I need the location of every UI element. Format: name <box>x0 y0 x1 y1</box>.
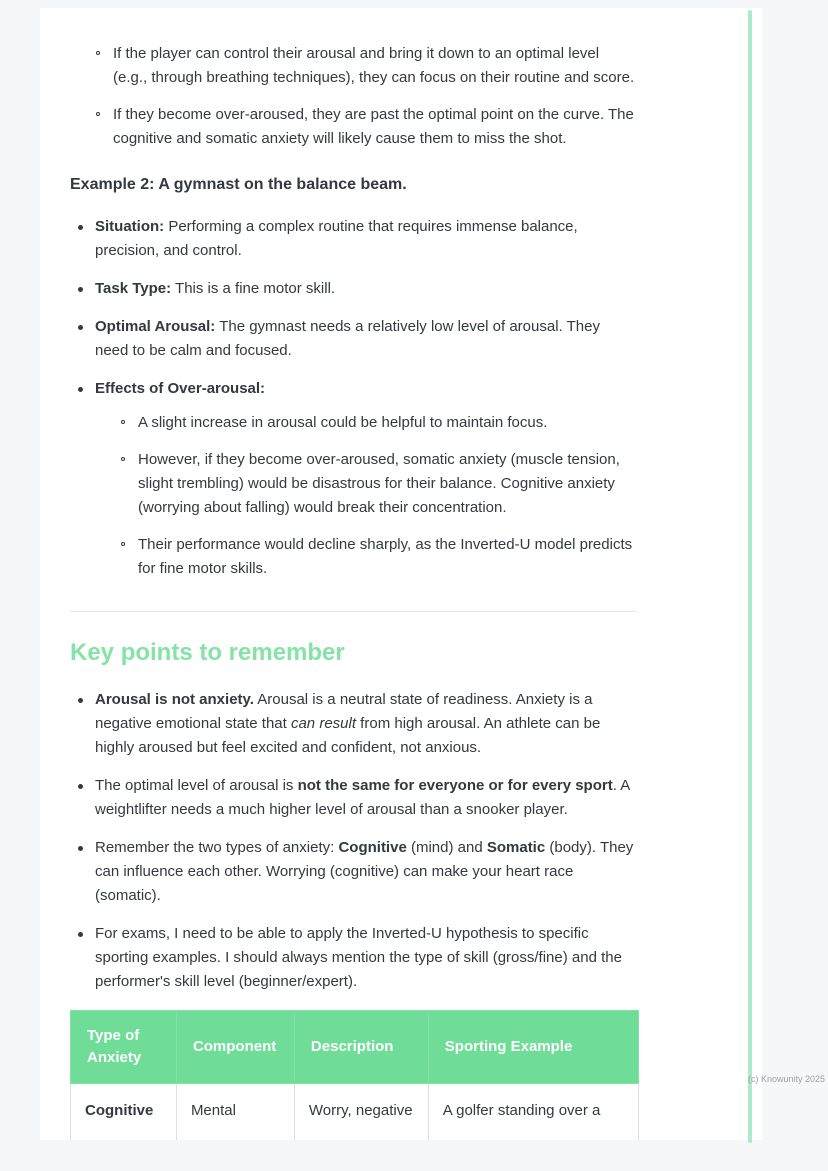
bullet-text: If the player can control their arousal and bring it down to an optimal level (e.g., through breathing techniques), they can focus on their routine and score. <box>113 45 635 86</box>
table-cell: Cognitive <box>71 1084 177 1141</box>
bullet-text <box>95 839 633 904</box>
bullet-text: A slight increase in arousal could be helpful to maintain focus. <box>138 414 548 431</box>
bullet-text: For exams, I need to be able to apply the Inverted-U hypothesis to specific sporting examples. I should always mention the type of skill (gross/fine) and the performer's skill level (beginner/expert). <box>95 925 622 990</box>
sub-list <box>95 411 637 581</box>
bullet-text <box>95 280 335 297</box>
list-item <box>95 448 637 520</box>
circle-bullet-icon <box>121 542 125 546</box>
watermark: (c) Knowunity 2025 <box>747 1074 825 1084</box>
bullet-text <box>95 218 578 259</box>
bullet-text: However, if they become over-aroused, somatic anxiety (muscle tension, slight trembling) would be disastrous for their balance. Cognitive anxiety (worrying about falling) would break their concentration. <box>138 451 620 516</box>
bullet-icon <box>78 387 83 392</box>
bullet-label: Effects of Over-arousal: <box>95 380 266 397</box>
table-cell: Worry, negative <box>294 1084 428 1141</box>
table-cell: A golfer standing over a <box>428 1084 638 1141</box>
section-divider <box>70 611 637 612</box>
bullet-body: (mind) and <box>406 839 487 856</box>
column-header: Component <box>176 1011 294 1084</box>
table-cell: Mental <box>176 1084 294 1141</box>
bold-text: not the same for everyone or for every sport <box>297 777 613 794</box>
bullet-text: If they become over-aroused, they are past the optimal point on the curve. The cognitive and somatic anxiety will likely cause them to miss the shot. <box>113 106 634 147</box>
bullet-body: Performing a complex routine that requires immense balance, precision, and control. <box>95 218 578 259</box>
bullet-text <box>95 691 600 756</box>
list-item <box>95 533 637 581</box>
circle-bullet-icon <box>96 51 100 55</box>
bullet-icon <box>78 325 83 330</box>
list-item <box>70 103 637 151</box>
bullet-label: Optimal Arousal: <box>95 318 216 335</box>
list-item <box>70 774 637 822</box>
circle-bullet-icon <box>121 457 125 461</box>
column-header: Type of Anxiety <box>71 1011 177 1084</box>
circle-bullet-icon <box>96 112 100 116</box>
bullet-icon <box>78 287 83 292</box>
bold-text: Cognitive <box>338 839 407 856</box>
column-header: Description <box>294 1011 428 1084</box>
list-item <box>70 42 637 90</box>
circle-bullet-icon <box>121 420 125 424</box>
list-item <box>70 277 637 301</box>
document-page <box>40 8 762 1140</box>
bullet-body: Remember the two types of anxiety: <box>95 839 339 856</box>
bullet-icon <box>78 932 83 937</box>
bullet-body: The optimal level of arousal is <box>95 777 298 794</box>
list-item <box>70 688 637 760</box>
table-header-row <box>71 1011 639 1084</box>
bullet-body: . A weightlifter needs a much higher level of arousal than a snooker player. <box>95 777 630 818</box>
list-item <box>70 836 637 908</box>
scroll-indicator <box>748 10 752 1143</box>
list-item <box>70 215 637 263</box>
list-item <box>70 922 637 994</box>
bullet-text <box>95 318 600 359</box>
bold-text: Somatic <box>486 839 546 856</box>
bullet-body: This is a fine motor skill. <box>171 280 336 297</box>
bullet-label: Arousal is not anxiety. <box>95 691 254 708</box>
bullet-icon <box>78 784 83 789</box>
column-header: Sporting Example <box>428 1011 638 1084</box>
bullet-text: Their performance would decline sharply, as the Inverted-U model predicts for fine motor skills. <box>138 536 633 577</box>
bullet-label: Situation: <box>95 218 165 235</box>
table-row <box>71 1084 639 1141</box>
bullet-body: Arousal is a neutral state of readiness. Anxiety is a negative emotional state that <box>95 691 593 732</box>
anxiety-table <box>70 1010 639 1140</box>
bullet-icon <box>78 698 83 703</box>
bullet-body: from high arousal. An athlete can be highly aroused but feel excited and confident, not anxious. <box>95 715 601 756</box>
bullet-icon <box>78 846 83 851</box>
bullet-body: The gymnast needs a relatively low level of arousal. They need to be calm and focused. <box>95 318 600 359</box>
list-item <box>70 315 637 363</box>
italic-text: can result <box>290 715 357 732</box>
page-content <box>70 42 637 1140</box>
example2-heading: Example 2: A gymnast on the balance beam. <box>70 176 407 193</box>
list-item <box>70 377 637 581</box>
list-item <box>95 411 637 435</box>
bullet-icon <box>78 225 83 230</box>
bullet-body: (body). They can influence each other. Worrying (cognitive) can make your heart race (somatic). <box>95 839 634 904</box>
bullet-label: Task Type: <box>95 280 172 297</box>
key-points-heading: Key points to remember <box>70 639 345 666</box>
bullet-text <box>95 777 629 818</box>
